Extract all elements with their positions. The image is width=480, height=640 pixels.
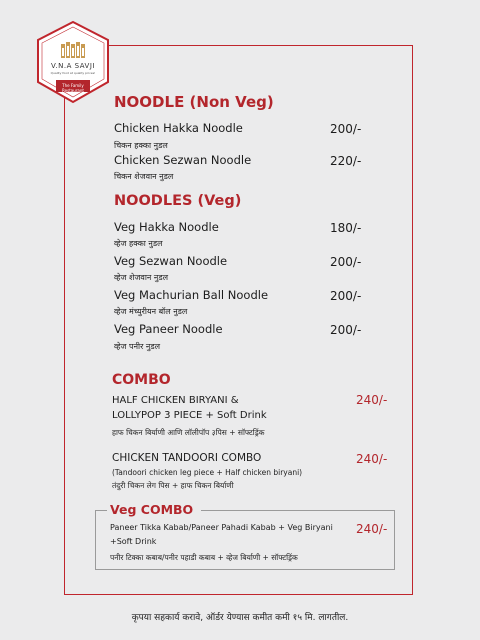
combo-item-marathi: हाफ चिकन बिर्याणी आणि लॉलीपॉप ३पिस + सॉफ्टड्रिंक <box>112 428 265 437</box>
veg-combo-line2: +Soft Drink <box>110 537 157 546</box>
item-name-marathi: व्हेज मंच्युरीयन बॉल नुडल <box>114 307 188 316</box>
item-name: Chicken Hakka Noodle <box>114 121 243 135</box>
combo-item-price: 240/- <box>356 452 388 466</box>
logo-ribbon-line1: The Family <box>62 83 84 88</box>
item-name-marathi: चिकन शेजवान नुडल <box>114 172 174 181</box>
item-price: 200/- <box>330 289 362 303</box>
section-title-noodle-nonveg: NOODLE (Non Veg) <box>114 93 274 111</box>
item-name-marathi: व्हेज हक्का नुडल <box>114 239 163 248</box>
veg-combo-marathi: पनीर टिक्का कबाब/पनीर पहाडी कबाब + व्हेज बिर्याणी + सॉफ्टड्रिंक <box>110 553 298 562</box>
item-name-marathi: व्हेज पनीर नुडल <box>114 342 161 351</box>
item-price: 200/- <box>330 255 362 269</box>
combo-item-line2: (Tandoori chicken leg piece + Half chicken biryani) <box>112 468 303 477</box>
logo-ribbon-line2: Restaurant <box>62 88 84 93</box>
veg-combo-line1: Paneer Tikka Kabab/Paneer Pahadi Kabab + Veg Biryani <box>110 523 333 532</box>
combo-item-marathi: तंदुरी चिकन लेग पिस + हाफ चिकन बिर्याणी <box>112 481 234 490</box>
section-title-combo: COMBO <box>112 372 171 388</box>
veg-combo-price: 240/- <box>356 522 388 536</box>
section-title-veg-combo: Veg COMBO <box>110 502 194 517</box>
logo-ribbon <box>34 83 112 93</box>
item-price: 200/- <box>330 323 362 337</box>
combo-item-line1: CHICKEN TANDOORI COMBO <box>112 452 262 464</box>
section-title-noodles-veg: NOODLES (Veg) <box>114 193 242 209</box>
item-name: Chicken Sezwan Noodle <box>114 153 252 167</box>
item-name: Veg Paneer Noodle <box>114 322 223 336</box>
combo-item-line2: LOLLYPOP 3 PIECE + Soft Drink <box>112 410 267 421</box>
combo-item-price: 240/- <box>356 393 388 407</box>
logo-tagline: Quality food at quality prices! <box>50 71 96 75</box>
item-name: Veg Hakka Noodle <box>114 220 219 234</box>
item-name-marathi: व्हेज शेजवान नुडल <box>114 273 169 282</box>
combo-item-line1: HALF CHICKEN BIRYANI & <box>112 395 239 406</box>
item-name: Veg Sezwan Noodle <box>114 254 228 268</box>
logo-name: V.N.A SAVJI <box>51 62 95 70</box>
item-name: Veg Machurian Ball Noodle <box>114 288 269 302</box>
item-name-marathi: चिकन हक्का नुडल <box>114 141 168 150</box>
footer-note: कृपया सहकार्य करावे, ऑर्डर येण्यास कमीत कमी १५ मि. लागतील. <box>131 613 349 623</box>
restaurant-logo <box>34 20 112 108</box>
item-price: 200/- <box>330 122 362 136</box>
item-price: 180/- <box>330 221 362 235</box>
item-price: 220/- <box>330 154 362 168</box>
